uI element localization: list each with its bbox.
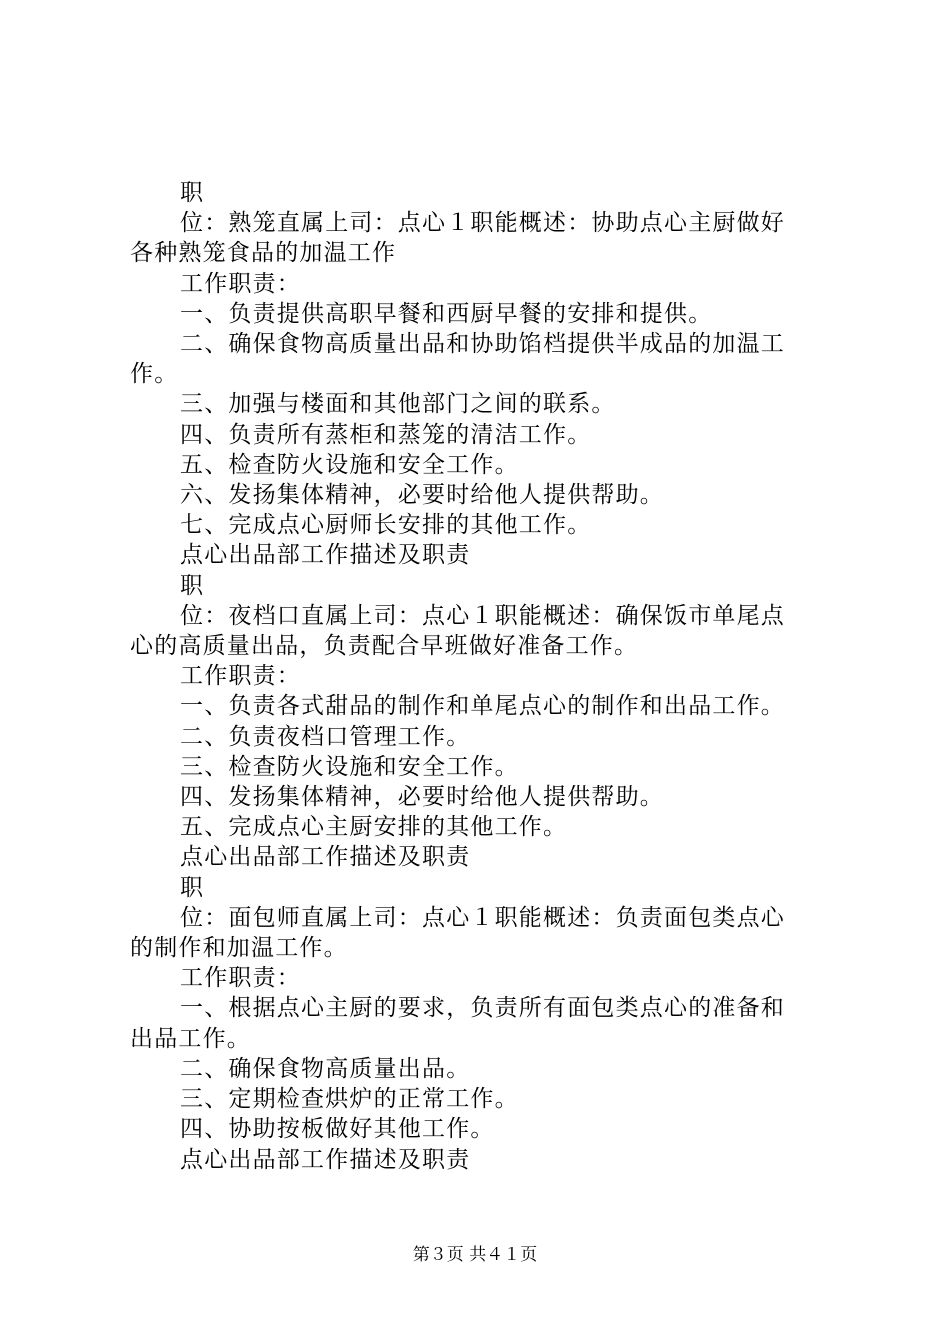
text-line: 各种熟笼食品的加温工作 <box>130 240 397 267</box>
text-line: 三、加强与楼面和其他部门之间的联系。 <box>180 391 616 418</box>
text-line: 出品工作。 <box>130 1025 251 1052</box>
text-line: 七、完成点心厨师长安排的其他工作。 <box>180 512 592 539</box>
text-line: 位：夜档口直属上司：点心１职能概述：确保饭市单尾点 <box>180 602 785 629</box>
text-line: 心的高质量出品，负责配合早班做好准备工作。 <box>130 633 639 660</box>
text-line: 三、检查防火设施和安全工作。 <box>180 753 519 780</box>
text-line: 工作职责： <box>180 663 301 690</box>
text-line: 一、根据点心主厨的要求，负责所有面包类点心的准备和 <box>180 995 785 1022</box>
text-line: 职 <box>180 572 205 599</box>
text-line: 职 <box>180 180 205 206</box>
text-line: 工作职责： <box>180 965 301 992</box>
text-line: 二、负责夜档口管理工作。 <box>180 723 471 750</box>
document-body <box>130 178 832 1175</box>
text-line: 位：熟笼直属上司：点心１职能概述：协助点心主厨做好 <box>180 210 785 237</box>
text-line: 点心出品部工作描述及职责 <box>180 1146 471 1173</box>
page-footer <box>0 1244 950 1266</box>
text-line: 五、完成点心主厨安排的其他工作。 <box>180 814 568 841</box>
text-line: 工作职责： <box>180 270 301 297</box>
text-line: 二、确保食物高质量出品。 <box>180 1055 471 1082</box>
page-number-label: 第３页 共４１页 <box>412 1245 538 1265</box>
text-line: 位：面包师直属上司：点心１职能概述：负责面包类点心 <box>180 904 785 931</box>
text-line: 四、负责所有蒸柜和蒸笼的清洁工作。 <box>180 421 592 448</box>
text-line: 四、发扬集体精神，必要时给他人提供帮助。 <box>180 784 664 811</box>
text-line: 点心出品部工作描述及职责 <box>180 542 471 569</box>
text-line: 职 <box>180 874 205 901</box>
text-line: 的制作和加温工作。 <box>130 935 348 962</box>
text-line: 作。 <box>130 361 179 388</box>
text-line: 四、协助按板做好其他工作。 <box>180 1116 495 1143</box>
text-line: 三、定期检查烘炉的正常工作。 <box>180 1086 519 1113</box>
text-line: 二、确保食物高质量出品和协助馅档提供半成品的加温工 <box>180 331 785 358</box>
text-line: 六、发扬集体精神，必要时给他人提供帮助。 <box>180 482 664 509</box>
text-line: 一、负责提供高职早餐和西厨早餐的安排和提供。 <box>180 300 713 327</box>
text-line: 点心出品部工作描述及职责 <box>180 844 471 871</box>
text-line: 五、检查防火设施和安全工作。 <box>180 451 519 478</box>
text-line: 一、负责各式甜品的制作和单尾点心的制作和出品工作。 <box>180 693 785 720</box>
